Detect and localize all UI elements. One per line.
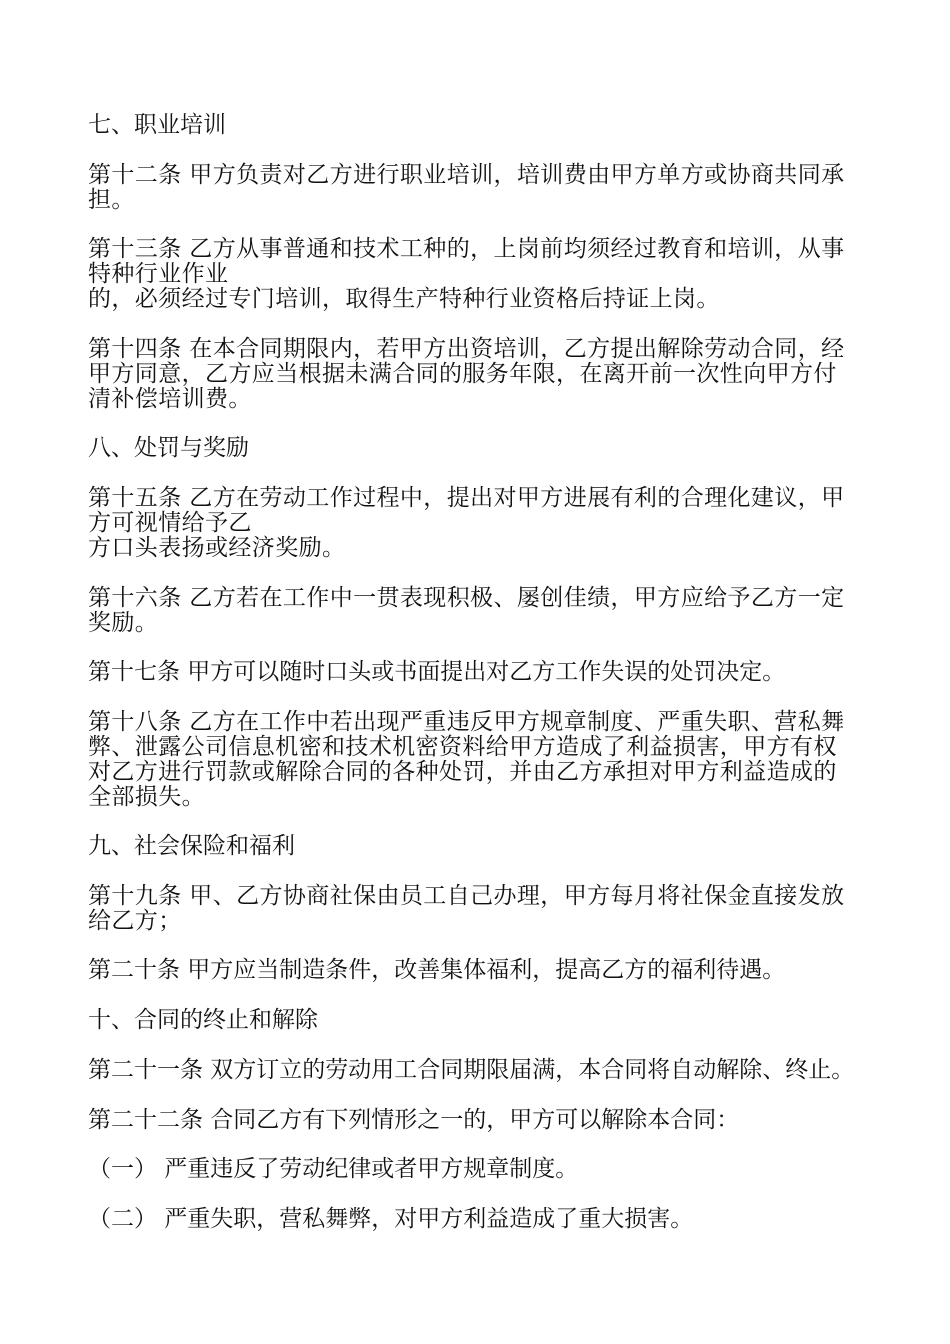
article-18 [88, 710, 878, 810]
text-line: 第十九条 甲、乙方协商社保由员工自己办理，甲方每月将社保金直接发放 [88, 883, 845, 909]
text-line: （一） 严重违反了劳动纪律或者甲方规章制度。 [88, 1156, 579, 1182]
text-line: 给乙方； [88, 908, 182, 934]
text-line: 十、合同的终止和解除 [88, 1007, 318, 1033]
text-line: 甲方同意，乙方应当根据未满合同的服务年限，在离开前一次性向甲方付 [88, 361, 837, 387]
article-22 [88, 1108, 878, 1133]
text-line: 第二十二条 合同乙方有下列情形之一的，甲方可以解除本合同： [88, 1107, 740, 1133]
text-line: 第十五条 乙方在劳动工作过程中，提出对甲方进展有利的合理化建议，甲 [88, 485, 845, 511]
text-line: 第十八条 乙方在工作中若出现严重违反甲方规章制度、严重失职、营私舞 [88, 709, 845, 735]
text-line: 第十七条 甲方可以随时口头或书面提出对乙方工作失误的处罚决定。 [88, 659, 786, 685]
article-14 [88, 337, 878, 412]
section-7-heading [88, 113, 878, 138]
text-line: 清补偿培训费。 [88, 386, 252, 412]
text-line: 八、处罚与奖励 [88, 435, 249, 461]
article-15 [88, 486, 878, 561]
text-line: 全部损失。 [88, 784, 205, 810]
text-line: 九、社会保险和福利 [88, 833, 295, 859]
text-line: 第二十一条 双方订立的劳动用工合同期限届满，本合同将自动解除、终止。 [88, 1057, 855, 1083]
article-19 [88, 884, 878, 934]
text-line: 担。 [88, 187, 135, 213]
article-17 [88, 660, 878, 685]
text-line: 第十二条 甲方负责对乙方进行职业培训，培训费由甲方单方或协商共同承 [88, 162, 845, 188]
article-21 [88, 1058, 878, 1083]
text-line: 七、职业培训 [88, 112, 226, 138]
section-9-heading [88, 834, 878, 859]
text-line: 第十三条 乙方从事普通和技术工种的，上岗前均须经过教育和培训，从事 [88, 236, 845, 262]
article-16 [88, 586, 878, 636]
article-12 [88, 163, 878, 213]
text-line: 对乙方进行罚款或解除合同的各种处罚，并由乙方承担对甲方利益造成的 [88, 759, 837, 785]
text-line: （二） 严重失职，营私舞弊，对甲方利益造成了重大损害。 [88, 1206, 694, 1232]
text-line: 方口头表扬或经济奖励。 [88, 535, 346, 561]
article-20 [88, 958, 878, 983]
article-22-item-2 [88, 1207, 878, 1232]
text-line: 弊、泄露公司信息机密和技术机密资料给甲方造成了利益损害，甲方有权 [88, 734, 837, 760]
text-line: 方可视情给予乙 [88, 510, 252, 536]
text-line: 的，必须经过专门培训，取得生产特种行业资格后持证上岗。 [88, 286, 720, 312]
article-22-item-1 [88, 1157, 878, 1182]
text-line: 特种行业作业 [88, 261, 229, 287]
text-line: 第二十条 甲方应当制造条件，改善集体福利，提高乙方的福利待遇。 [88, 957, 786, 983]
text-line: 第十六条 乙方若在工作中一贯表现积极、屡创佳绩，甲方应给予乙方一定 [88, 585, 845, 611]
text-line: 奖励。 [88, 610, 159, 636]
article-13 [88, 237, 878, 312]
section-8-heading [88, 436, 878, 461]
text-line: 第十四条 在本合同期限内，若甲方出资培训，乙方提出解除劳动合同，经 [88, 336, 845, 362]
section-10-heading [88, 1008, 878, 1033]
